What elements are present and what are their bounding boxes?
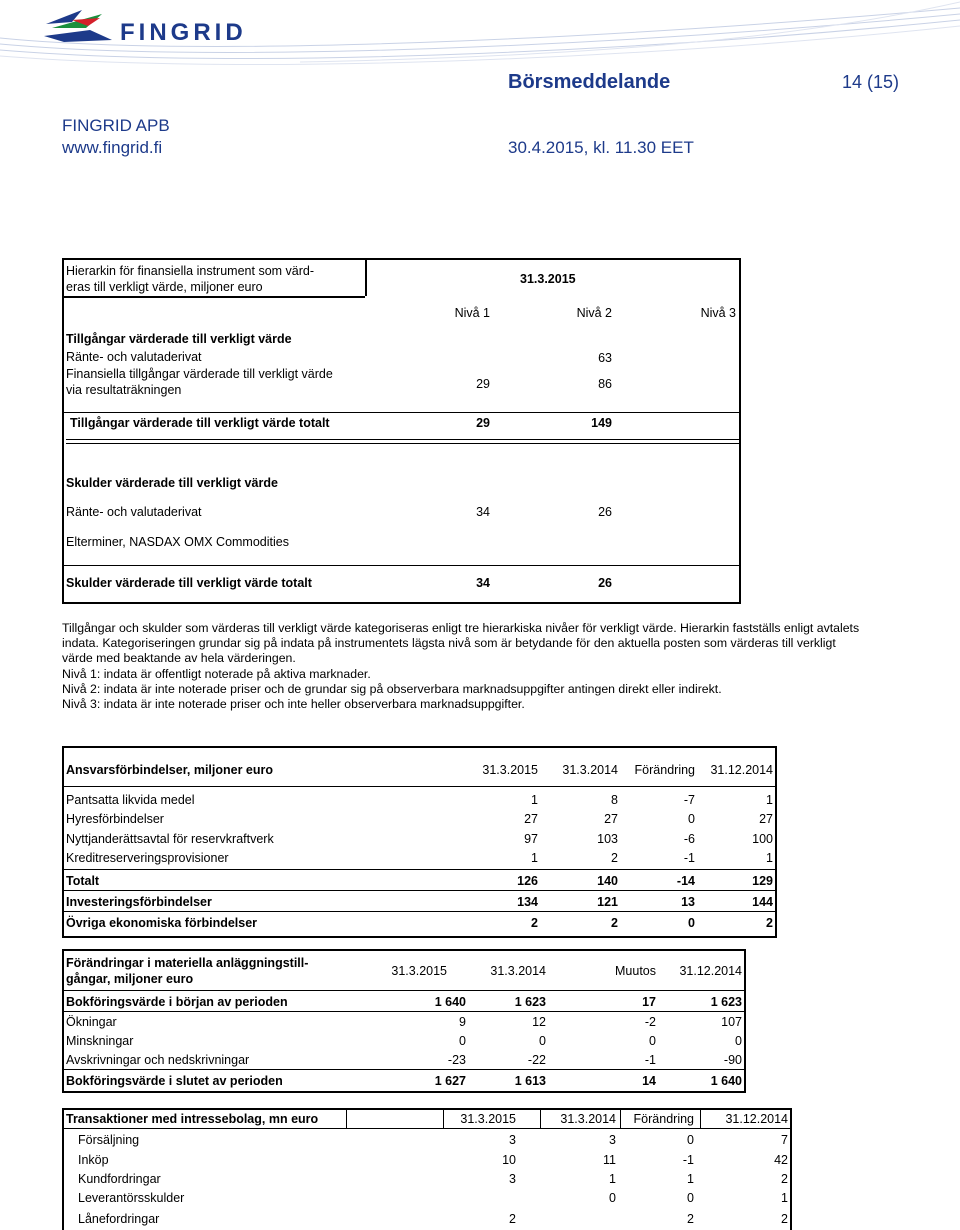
commitments-col-header: 31.12.2014: [710, 763, 773, 777]
commitments-row-label: Hyresförbindelser: [66, 812, 164, 826]
commitments-cell: -7: [683, 793, 695, 807]
associates-cell: 7: [781, 1133, 788, 1147]
fixed-assets-cell: 17: [642, 995, 656, 1009]
hierarchy-outer-border: [62, 258, 741, 604]
assets-total-n2: 149: [591, 416, 612, 430]
commitments-cell: 2: [611, 916, 618, 930]
associates-title: Transaktioner med intressebolag, mn euro: [66, 1112, 319, 1126]
commitments-cell: 121: [597, 895, 618, 909]
level-1-header: Nivå 1: [454, 306, 490, 320]
associates-cell: -1: [682, 1153, 694, 1167]
hierarchy-title-vertical: [365, 258, 367, 296]
associates-cell: 1: [781, 1191, 788, 1205]
commitments-cell: 126: [517, 874, 538, 888]
commitments-cell: 1: [531, 793, 538, 807]
commitments-cell: 2: [766, 916, 773, 930]
fixed-assets-row-label: Minskningar: [66, 1034, 134, 1048]
commitments-cell: 13: [681, 895, 695, 909]
fixed-assets-cell: 9: [459, 1015, 466, 1029]
fixed-assets-col-header: 31.12.2014: [679, 964, 742, 978]
assets-total-label: Tillgångar värderade till verkligt värde totalt: [70, 416, 330, 430]
commitments-cell: 27: [604, 812, 618, 826]
hierarchy-title-1: Hierarkin för finansiella instrument som värd-: [66, 264, 315, 278]
commitments-cell: 103: [597, 832, 618, 846]
associates-cell: 0: [687, 1191, 694, 1205]
commitments-cell: 1: [766, 793, 773, 807]
commitments-cell: 27: [759, 812, 773, 826]
assets-row-label: Finansiella tillgångar värderade till verkligt värde: [66, 367, 333, 381]
fixed-assets-cell: 1 640: [710, 1074, 742, 1088]
commitments-cell: 1: [531, 851, 538, 865]
commitments-row-label: Investeringsförbindelser: [66, 895, 212, 909]
level-3-header: Nivå 3: [700, 306, 736, 320]
fixed-assets-col-header: 31.3.2015: [391, 964, 447, 978]
fixed-assets-row-label: Ökningar: [66, 1015, 117, 1029]
associates-cell: 0: [687, 1133, 694, 1147]
hierarchy-title-divider: [62, 296, 365, 298]
liabilities-heading: Skulder värderade till verkligt värde: [66, 476, 278, 490]
associates-col-header: Förändring: [633, 1112, 694, 1126]
associates-row-label: Leverantörsskulder: [78, 1191, 185, 1205]
liabilities-total-n1: 34: [476, 576, 490, 590]
associates-col-header: 31.3.2015: [460, 1112, 516, 1126]
commitments-cell: -14: [676, 874, 695, 888]
associates-cell: 10: [502, 1153, 516, 1167]
associates-cell: 2: [781, 1212, 788, 1226]
doc-type: Börsmeddelande: [508, 71, 671, 93]
release-datetime: 30.4.2015, kl. 11.30 EET: [508, 138, 694, 157]
associates-col-header: 31.12.2014: [725, 1112, 788, 1126]
associates-cell: 0: [609, 1191, 616, 1205]
commitments-row-label: Pantsatta likvida medel: [66, 793, 195, 807]
commitments-cell: 1: [766, 851, 773, 865]
associates-cell: 3: [509, 1172, 516, 1186]
commitments-cell: 129: [752, 874, 773, 888]
commitments-cell: 140: [597, 874, 618, 888]
explanation-line: värde med beaktande av hela värderingen.: [62, 651, 296, 666]
assets-row-n2: 63: [598, 351, 612, 365]
liabilities-total-label: Skulder värderade till verkligt värde totalt: [66, 576, 312, 590]
commitments-row-label: Övriga ekonomiska förbindelser: [66, 916, 258, 930]
commitments-cell: -6: [683, 832, 695, 846]
associates-cell: 2: [687, 1212, 694, 1226]
associates-cell: 1: [609, 1172, 616, 1186]
assets-heading: Tillgångar värderade till verkligt värde: [66, 332, 292, 346]
associates-cell: 11: [603, 1153, 616, 1167]
assets-total-n1: 29: [476, 416, 490, 430]
commitments-row-label: Totalt: [66, 874, 100, 888]
commitments-row-label: Kreditreserveringsprovisioner: [66, 851, 229, 865]
commitments-cell: 0: [688, 812, 695, 826]
hierarchy-explanation: [62, 621, 952, 712]
commitments-cell: 144: [752, 895, 773, 909]
associates-cell: 1: [687, 1172, 694, 1186]
fixed-assets-cell: -1: [644, 1053, 656, 1067]
commitments-col-header: Förändring: [634, 763, 695, 777]
explanation-line: indata. Kategoriseringen grundar sig på indata på instrumentets lägsta nivå som är betydande för den aktuella posten som värderas till verkligt: [62, 636, 836, 651]
associates-cell: 3: [609, 1133, 616, 1147]
associates-cell: 42: [774, 1153, 788, 1167]
fixed-assets-cell: 0: [539, 1034, 546, 1048]
fixed-assets-cell: 1 640: [434, 995, 466, 1009]
associates-cell: 2: [781, 1172, 788, 1186]
commitments-title: Ansvarsförbindelser, miljoner euro: [66, 763, 274, 777]
fingrid-logo-icon: [42, 6, 117, 46]
commitments-cell: -1: [683, 851, 695, 865]
fixed-assets-cell: 0: [735, 1034, 742, 1048]
commitments-cell: 134: [517, 895, 538, 909]
explanation-line: Nivå 2: indata är inte noterade priser och de grundar sig på observerbara marknadsuppgifter antingen direkt eller indirekt.: [62, 681, 722, 696]
liabilities-row-n1: 34: [476, 505, 490, 519]
liabilities-row-label: Ränte- och valutaderivat: [66, 505, 202, 519]
fixed-assets-cell: 0: [649, 1034, 656, 1048]
fingrid-logo-text: FINGRID: [120, 19, 247, 46]
commitments-cell: 27: [524, 812, 538, 826]
associates-row-label: Försäljning: [78, 1133, 140, 1147]
level-2-header: Nivå 2: [576, 306, 612, 320]
assets-row-n2: 86: [598, 377, 612, 391]
fixed-assets-row-label: Avskrivningar och nedskrivningar: [66, 1053, 250, 1067]
explanation-line: Nivå 3: indata är inte noterade priser och inte heller observerbara marknadsuppgifter.: [62, 697, 525, 712]
liabilities-total-n2: 26: [598, 576, 612, 590]
associates-cell: 3: [509, 1133, 516, 1147]
fixed-assets-cell: 1 623: [710, 995, 742, 1009]
associates-row-label: Inköp: [78, 1153, 109, 1167]
fixed-assets-col-header: 31.3.2014: [490, 964, 546, 978]
fixed-assets-cell: -22: [527, 1053, 546, 1067]
assets-row-n1: 29: [476, 377, 490, 391]
associates-row-label: Lånefordringar: [78, 1212, 160, 1226]
commitments-cell: 2: [531, 916, 538, 930]
associates-row-label: Kundfordringar: [78, 1172, 161, 1186]
fixed-assets-col-header: Muutos: [615, 964, 656, 978]
fixed-assets-cell: -23: [447, 1053, 466, 1067]
associates-col-header: 31.3.2014: [560, 1112, 616, 1126]
commitments-row-label: Nyttjanderättsavtal för reservkraftverk: [66, 832, 274, 846]
associates-cell: 2: [509, 1212, 516, 1226]
hierarchy-date: 31.3.2015: [520, 272, 576, 286]
assets-row-label-cont: via resultaträkningen: [66, 383, 182, 397]
fixed-assets-title-2: gångar, miljoner euro: [66, 972, 194, 986]
company-name: FINGRID APB: [62, 116, 170, 135]
fixed-assets-cell: 1 627: [434, 1074, 466, 1088]
commitments-cell: 100: [752, 832, 773, 846]
fixed-assets-row-label: Bokföringsvärde i början av perioden: [66, 995, 288, 1009]
commitments-col-header: 31.3.2014: [562, 763, 618, 777]
fixed-assets-cell: 107: [721, 1015, 742, 1029]
website-link[interactable]: www.fingrid.fi: [62, 138, 163, 157]
explanation-line: Tillgångar och skulder som värderas till verkligt värde kategoriseras enligt tre hierarkiska nivåer för verkligt värde. Hierarkin fastställs enligt avtalets: [62, 621, 860, 635]
commitments-cell: 0: [688, 916, 695, 930]
assets-row-label: Ränte- och valutaderivat: [66, 350, 202, 364]
commitments-col-header: 31.3.2015: [482, 763, 538, 777]
fixed-assets-row-label: Bokföringsvärde i slutet av perioden: [66, 1074, 283, 1088]
fixed-assets-cell: 0: [459, 1034, 466, 1048]
fixed-assets-cell: 12: [532, 1015, 546, 1029]
commitments-cell: 97: [524, 832, 538, 846]
fixed-assets-cell: 14: [642, 1074, 656, 1088]
fixed-assets-cell: 1 623: [514, 995, 546, 1009]
commitments-cell: 2: [611, 851, 618, 865]
fixed-assets-cell: -90: [723, 1053, 742, 1067]
hierarchy-title-2: eras till verkligt värde, miljoner euro: [66, 280, 263, 294]
liabilities-row-n2: 26: [598, 505, 612, 519]
page-number: 14 (15): [842, 72, 900, 92]
fixed-assets-title-1: Förändringar i materiella anläggningstill-: [66, 956, 309, 970]
liabilities-row-label: Elterminer, NASDAX OMX Commodities: [66, 535, 289, 549]
fixed-assets-cell: -2: [644, 1015, 656, 1029]
commitments-cell: 8: [611, 793, 618, 807]
fixed-assets-cell: 1 613: [514, 1074, 546, 1088]
explanation-line: Nivå 1: indata är offentligt noterade på aktiva marknader.: [62, 666, 371, 681]
